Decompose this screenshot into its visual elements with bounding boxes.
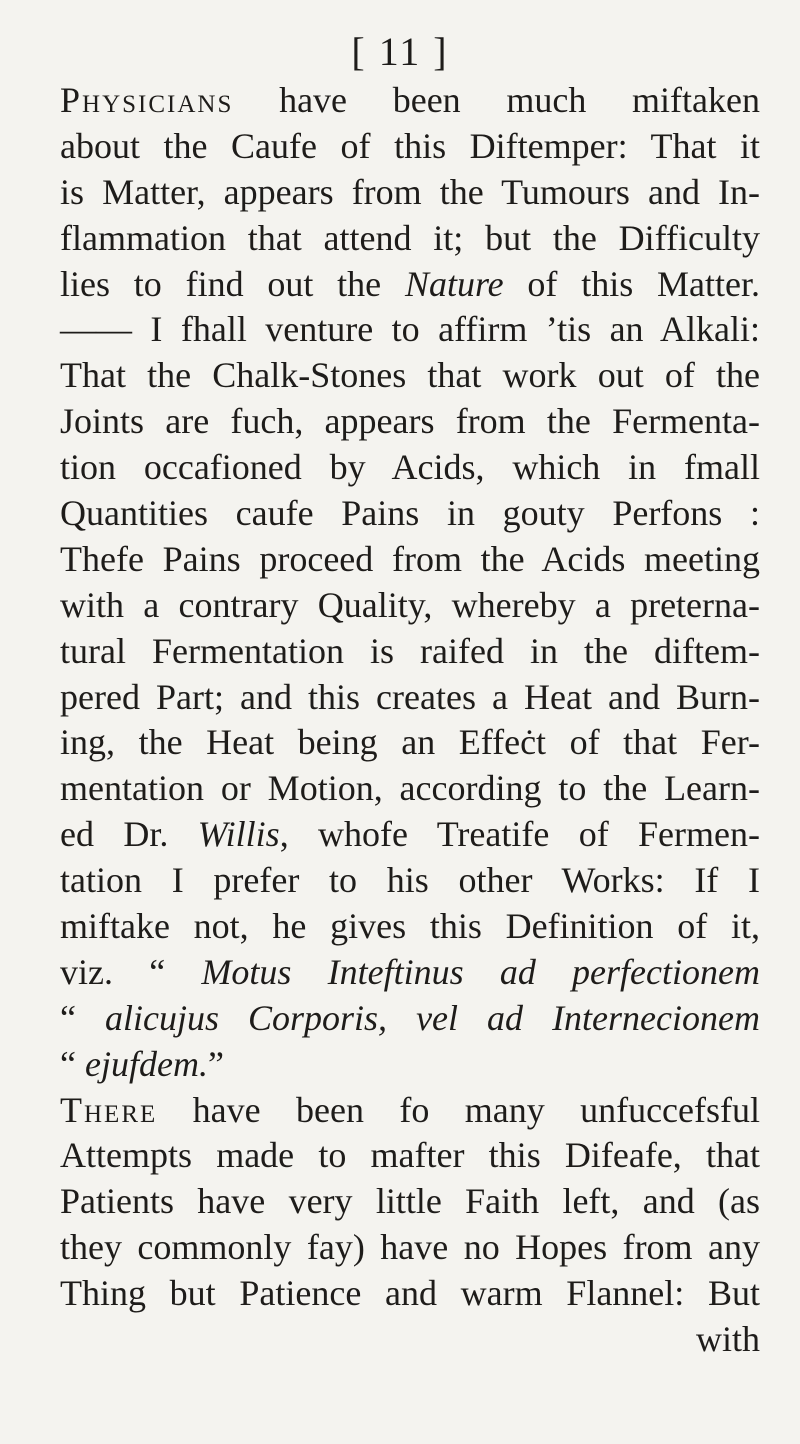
text-segment: lies to find out the [60, 263, 405, 304]
text-segment: “ [60, 997, 105, 1038]
text-segment: ejufdem. [84, 1043, 208, 1084]
text-line [60, 537, 760, 583]
text-line [60, 950, 760, 996]
text-line [60, 720, 760, 766]
text-segment: Willis [197, 814, 280, 855]
text-line [60, 996, 760, 1042]
text-segment: tation I prefer to his other Works: If I [60, 860, 760, 901]
text-segment: ed Dr. [60, 814, 198, 855]
text-segment: Physicians [60, 80, 234, 120]
text-segment: Thing but Patience and warm Flannel: But [60, 1273, 760, 1314]
text-segment: There [60, 1089, 158, 1130]
text-segment: ing, the Heat being an Effeċt of that Fer- [60, 722, 760, 763]
text-segment: of this Matter. [503, 263, 760, 304]
text-segment: Joints are fuch, appears from the Fermenta- [60, 401, 760, 442]
text-segment: pered Part; and this creates a Heat and Burn- [60, 676, 760, 717]
text-line [60, 399, 760, 445]
text-segment: Nature [404, 263, 504, 304]
text-segment: about the Caufe of this Diftemper: That it [60, 125, 760, 166]
text-segment: Motus Inteftinus ad perfectionem [201, 951, 760, 992]
text-line [60, 1088, 760, 1134]
text-line [60, 124, 760, 170]
text-line [60, 262, 760, 308]
text-segment: ” [207, 1043, 224, 1084]
text-segment: “ [60, 1043, 85, 1084]
text-segment: tion occafioned by Acids, which in fmall [60, 447, 760, 488]
text-segment: Thefe Pains proceed from the Acids meeting [60, 538, 760, 579]
text-segment: tural Fermentation is raifed in the diftem- [60, 630, 760, 671]
text-line [60, 904, 760, 950]
text-line [60, 1179, 760, 1225]
text-segment: Attempts made to mafter this Difeafe, that [60, 1135, 760, 1176]
text-segment: have been much miftaken [233, 80, 760, 120]
text-line [60, 858, 760, 904]
text-segment: Quantities caufe Pains in gouty Perfons : [60, 493, 760, 534]
text-segment: —— I fhall venture to affirm ’tis an Alkali: [60, 309, 760, 350]
text-segment: flammation that attend it; but the Difficulty [60, 217, 760, 258]
text-line [60, 307, 760, 353]
text-line [60, 1225, 760, 1271]
text-segment: is Matter, appears from the Tumours and In- [60, 171, 760, 212]
text-segment: have been fo many unfuccefsful [157, 1089, 760, 1130]
text-line [60, 78, 760, 124]
text-segment: mentation or Motion, according to the Learn- [60, 768, 760, 809]
text-line [60, 629, 760, 675]
text-line [60, 766, 760, 812]
text-segment: they commonly fay) have no Hopes from any [60, 1227, 760, 1268]
body-text [60, 78, 760, 1363]
text-line [60, 170, 760, 216]
text-segment: , whofe Treatife of Fermen- [279, 814, 760, 855]
text-segment: alicujus Corporis, vel ad Internecionem [105, 997, 760, 1038]
text-line [60, 583, 760, 629]
text-segment: miftake not, he gives this Definition of it, [60, 906, 760, 947]
text-line [60, 1271, 760, 1317]
text-line [60, 491, 760, 537]
text-segment: with a contrary Quality, whereby a preterna- [60, 584, 760, 625]
text-line [60, 675, 760, 721]
text-line [60, 1042, 760, 1088]
catchword: with [695, 1319, 760, 1360]
text-line [60, 353, 760, 399]
text-line [60, 1133, 760, 1179]
text-line [60, 445, 760, 491]
text-segment: viz. “ [60, 951, 202, 992]
text-segment: That the Chalk-Stones that work out of the [60, 355, 760, 396]
text-segment: Patients have very little Faith left, and (as [60, 1181, 760, 1222]
page-number: [ 11 ] [351, 29, 449, 74]
text-line [60, 812, 760, 858]
text-line [60, 216, 760, 262]
